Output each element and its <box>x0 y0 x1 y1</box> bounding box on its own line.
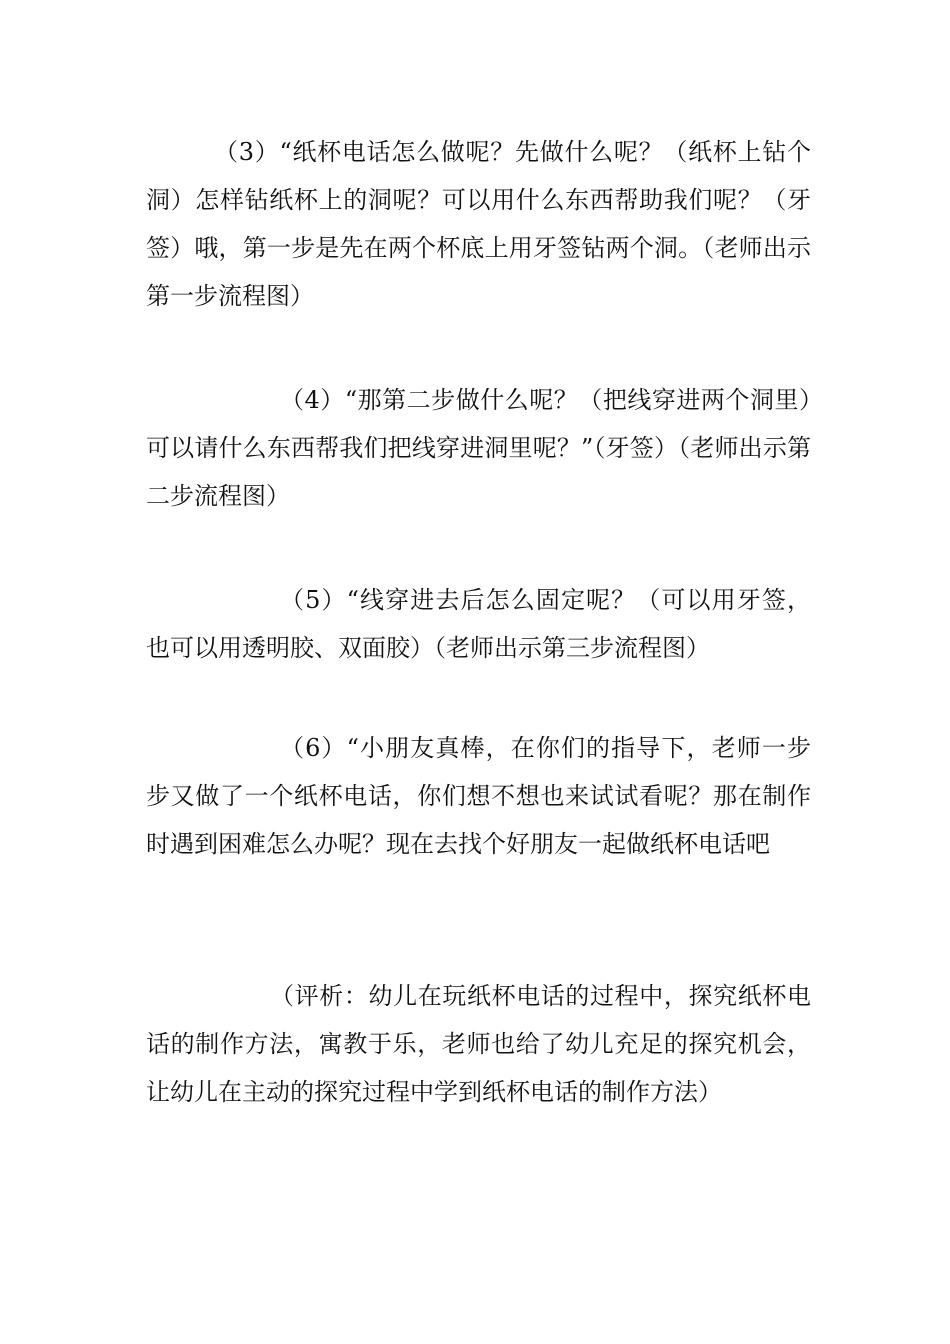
paragraph-commentary: （评析：幼儿在玩纸杯电话的过程中，探究纸杯电话的制作方法，寓教于乐，老师也给了幼儿充足的探究机会，让幼儿在主动的探究过程中学到纸杯电话的制作方法） <box>146 982 811 1106</box>
paragraph-step-5: （5）“线穿进去后怎么固定呢？（可以用牙签，也可以用透明胶、双面胶）（老师出示第三步流程图） <box>146 586 811 662</box>
paragraph-step-4: （4）“那第二步做什么呢？（把线穿进两个洞里）可以请什么东西帮我们把线穿进洞里呢？”（牙签）（老师出示第二步流程图） <box>146 386 811 510</box>
paragraph-step-6: （6）“小朋友真棒，在你们的指导下，老师一步步又做了一个纸杯电话，你们想不想也来试试看呢？那在制作时遇到困难怎么办呢？现在去找个好朋友一起做纸杯电话吧 <box>146 734 811 858</box>
paragraph-step-3: （3）“纸杯电话怎么做呢？先做什么呢？（纸杯上钻个洞）怎样钻纸杯上的洞呢？可以用什么东西帮助我们呢？（牙签）哦，第一步是先在两个杯底上用牙签钻两个洞。（老师出示第一步流程图） <box>146 138 811 310</box>
